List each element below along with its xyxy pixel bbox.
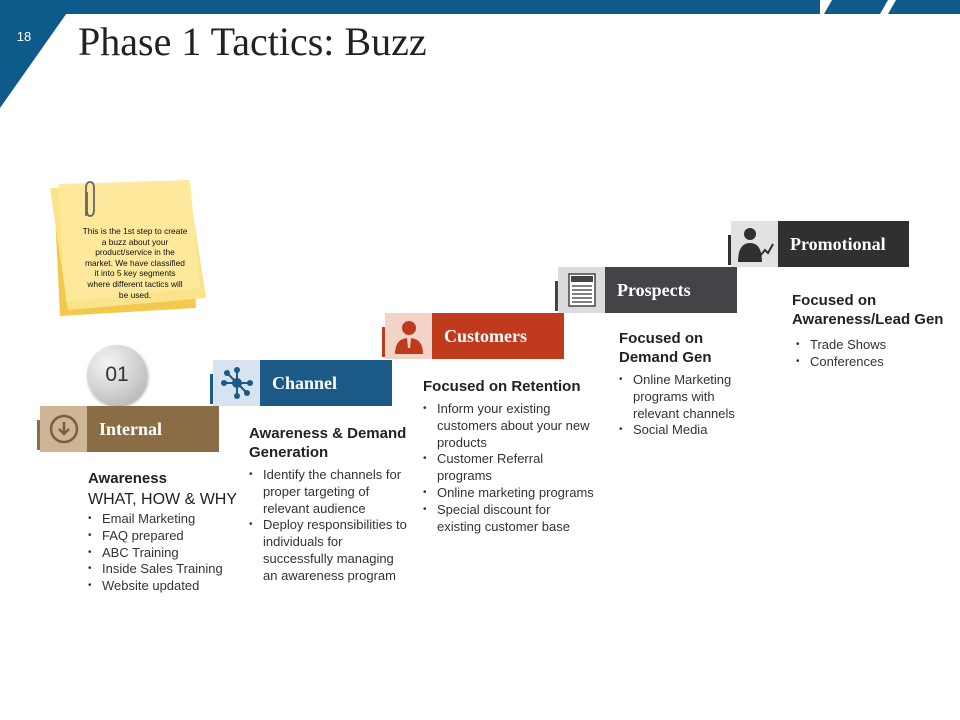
internal-subheading: WHAT, HOW & WHY [88, 491, 238, 508]
promotional-bullets [796, 337, 958, 371]
newspaper-icon [567, 272, 597, 308]
list-item: • Email Marketing [88, 511, 248, 528]
step-customers: Customers [432, 313, 564, 359]
prospects-heading: Focused on Demand Gen [619, 330, 712, 366]
list-item: • Website updated [88, 578, 248, 595]
list-item: • Deploy responsibilities to individuals for successfully managing an awareness program [249, 517, 407, 584]
list-item: • Trade Shows [796, 337, 958, 354]
step-channel: Channel [260, 360, 392, 406]
channel-icon-box [213, 360, 260, 406]
channel-bullets [249, 467, 407, 585]
list-item: • Special discount for existing customer base [423, 502, 595, 536]
slide-number: 18 [16, 29, 32, 44]
businessman-icon [392, 318, 426, 354]
promotional-icon-box [731, 221, 778, 267]
download-circle-icon [49, 414, 79, 444]
list-item: • Inside Sales Training [88, 561, 248, 578]
page-title: Phase 1 Tactics: Buzz [78, 19, 427, 64]
list-item: • FAQ prepared [88, 528, 248, 545]
list-item: • Social Media [619, 422, 759, 439]
step-number-text: 01 [105, 363, 129, 386]
step-promotional: Promotional [778, 221, 909, 267]
presenter-chart-icon [736, 226, 774, 262]
internal-icon-box [40, 406, 87, 452]
prospects-details [619, 329, 759, 439]
step-internal: Internal [87, 406, 219, 452]
channel-heading: Awareness & Demand Generation [249, 425, 407, 461]
list-item: • Conferences [796, 354, 958, 371]
list-item: • Online marketing programs [423, 485, 595, 502]
customers-icon-box [385, 313, 432, 359]
customers-bullets [423, 401, 595, 535]
list-item: • Online Marketing programs with relevant channels [619, 372, 759, 422]
channel-details [249, 424, 407, 585]
prospects-icon-box [558, 267, 605, 313]
step-prospects: Prospects [605, 267, 737, 313]
list-item: • Inform your existing customers about your new products [423, 401, 595, 451]
customers-details [423, 377, 595, 535]
network-hub-icon [220, 366, 254, 400]
list-item: • Customer Referral programs [423, 451, 595, 485]
internal-details [88, 469, 248, 595]
sticky-note-text: This is the 1st step to create a buzz about your product/service in the market. We have classified it into 5 key segments where different tactics will be used. [82, 226, 188, 300]
paperclip-icon [80, 180, 98, 220]
customers-heading: Focused on Retention [423, 378, 581, 395]
internal-bullets [88, 511, 248, 595]
corner-triangle [0, 0, 76, 110]
prospects-bullets [619, 372, 759, 439]
internal-heading: Awareness [88, 470, 167, 487]
top-header-bar [0, 0, 960, 14]
list-item: • ABC Training [88, 545, 248, 562]
promotional-heading: Focused on Awareness/Lead Gen [792, 292, 944, 328]
promotional-details [792, 291, 958, 371]
list-item: • Identify the channels for proper targeting of relevant audience [249, 467, 407, 517]
